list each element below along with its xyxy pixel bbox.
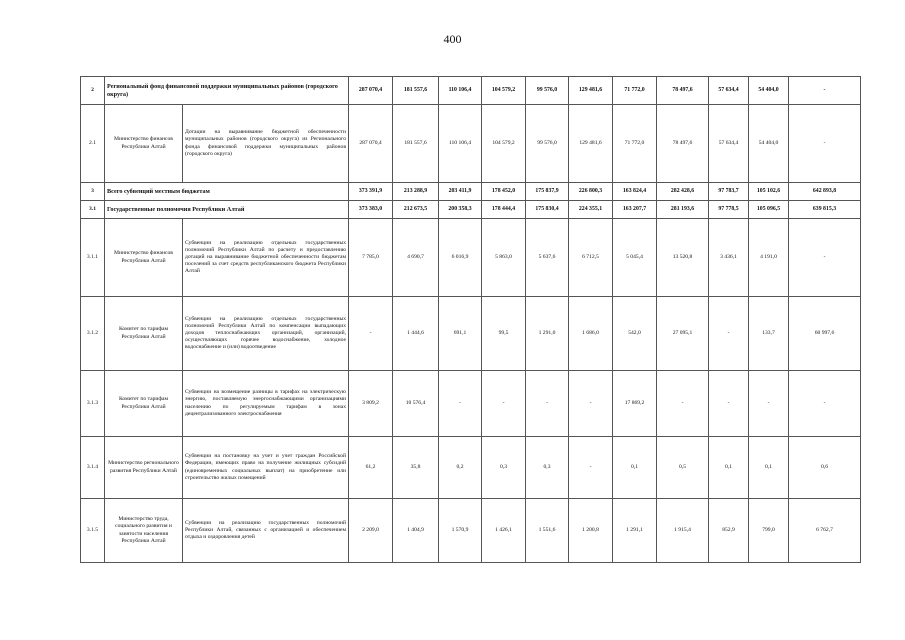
value-cell: - (709, 371, 749, 437)
value-cell: 54 404,0 (749, 77, 789, 105)
value-cell: 178 452,0 (482, 183, 526, 201)
value-cell: 0,6 (789, 437, 861, 499)
value-cell: 542,0 (613, 297, 657, 371)
row-number: 3 (81, 183, 105, 201)
value-cell: 1 686,0 (569, 297, 613, 371)
value-cell: 175 830,4 (526, 201, 569, 219)
value-cell: 110 106,4 (439, 77, 482, 105)
table-row (81, 371, 861, 437)
table-row (81, 499, 861, 563)
value-cell: 1 291,0 (526, 297, 569, 371)
value-cell: 6 762,7 (789, 499, 861, 563)
table-row (81, 297, 861, 371)
value-cell: 105 102,6 (749, 183, 789, 201)
value-cell: 1 570,9 (439, 499, 482, 563)
value-cell: 213 288,9 (393, 183, 439, 201)
value-cell: 7 785,0 (349, 219, 393, 297)
value-cell: 0,5 (657, 437, 709, 499)
description-cell: Дотации на выравнивание бюджетной обеспеченности муниципальных районов (городского округа) из Регионального фонда финансовой поддержки муниципальных районов (городского округа) (183, 105, 349, 183)
value-cell: - (789, 371, 861, 437)
organization-cell: Министерство финансов Республики Алтай (105, 219, 183, 297)
description-cell: Субвенции на постановку на учет и учет граждан Российской Федерации, имеющих право на получение жилищных субсидий (единовременных социальных выплат) на приобретение или строительство жилых помещений (183, 437, 349, 499)
value-cell: 35,8 (393, 437, 439, 499)
value-cell: 226 800,3 (569, 183, 613, 201)
value-cell: 181 557,6 (393, 105, 439, 183)
value-cell: 99 576,0 (526, 105, 569, 183)
table-row (81, 183, 861, 201)
value-cell: 1 291,1 (613, 499, 657, 563)
value-cell: 3 436,1 (709, 219, 749, 297)
table-row (81, 219, 861, 297)
value-cell: 1 200,8 (569, 499, 613, 563)
value-cell: 281 193,6 (657, 201, 709, 219)
value-cell: - (439, 371, 482, 437)
value-cell: 212 673,5 (393, 201, 439, 219)
value-cell: 287 070,4 (349, 77, 393, 105)
row-title: Государственные полномочия Республики Алтай (105, 201, 349, 219)
value-cell: 60 997,6 (789, 297, 861, 371)
row-number: 3.1.3 (81, 371, 105, 437)
page-number: 400 (443, 32, 462, 46)
row-number: 3.1.2 (81, 297, 105, 371)
value-cell: 105 096,5 (749, 201, 789, 219)
row-number: 3.1 (81, 201, 105, 219)
value-cell: - (526, 371, 569, 437)
value-cell: 0,1 (749, 437, 789, 499)
description-cell: Субвенции на реализацию отдельных государственных полномочий Республики Алтай по компенсации выпадающих доходов теплоснабжающих организаций, организаций, осуществляющих горячее водоснабжение, холодное водоснабжение и (или) водоотведение (183, 297, 349, 371)
value-cell: 10 576,4 (393, 371, 439, 437)
row-title: Всего субвенций местным бюджетам (105, 183, 349, 201)
organization-cell: Министерство финансов Республики Алтай (105, 105, 183, 183)
value-cell: 5 637,6 (526, 219, 569, 297)
value-cell: - (569, 437, 613, 499)
value-cell: 1 404,9 (393, 499, 439, 563)
value-cell: 57 634,4 (709, 105, 749, 183)
value-cell: 691,1 (439, 297, 482, 371)
value-cell: - (789, 105, 861, 183)
value-cell: 5 045,4 (613, 219, 657, 297)
value-cell: 4 191,0 (749, 219, 789, 297)
value-cell: 99,5 (482, 297, 526, 371)
value-cell: - (709, 297, 749, 371)
row-number: 3.1.1 (81, 219, 105, 297)
value-cell: 639 815,3 (789, 201, 861, 219)
value-cell: 54 404,0 (749, 105, 789, 183)
value-cell: - (569, 371, 613, 437)
value-cell: 1 444,6 (393, 297, 439, 371)
value-cell: 104 579,2 (482, 105, 526, 183)
organization-cell: Министерство труда, социального развития и занятости населения Республики Алтай (105, 499, 183, 563)
value-cell: 1 915,4 (657, 499, 709, 563)
value-cell: 852,9 (709, 499, 749, 563)
value-cell: 99 576,0 (526, 77, 569, 105)
value-cell: 203 411,9 (439, 183, 482, 201)
table-row (81, 201, 861, 219)
value-cell: 282 428,6 (657, 183, 709, 201)
value-cell: 2 209,0 (349, 499, 393, 563)
value-cell: 178 444,4 (482, 201, 526, 219)
value-cell: 373 391,9 (349, 183, 393, 201)
value-cell: 175 837,9 (526, 183, 569, 201)
value-cell: 0,1 (613, 437, 657, 499)
row-number: 3.1.5 (81, 499, 105, 563)
organization-cell: Комитет по тарифам Республики Алтай (105, 297, 183, 371)
value-cell: 200 358,3 (439, 201, 482, 219)
table-row (81, 437, 861, 499)
value-cell: - (482, 371, 526, 437)
value-cell: 97 778,5 (709, 201, 749, 219)
value-cell: 642 893,8 (789, 183, 861, 201)
row-number: 3.1.4 (81, 437, 105, 499)
value-cell: 57 634,4 (709, 77, 749, 105)
value-cell: 27 095,1 (657, 297, 709, 371)
description-cell: Субвенции на возмещение разницы в тарифах на электрическую энергию, поставляемую энергоснабжающими организациями населению по регулируемым тарифам в зонах децентрализованного электроснабжения (183, 371, 349, 437)
organization-cell: Комитет по тарифам Республики Алтай (105, 371, 183, 437)
value-cell: 163 207,7 (613, 201, 657, 219)
row-title: Региональный фонд финансовой поддержки муниципальных районов (городского округа) (105, 77, 349, 105)
value-cell: 61,2 (349, 437, 393, 499)
value-cell: 3 809,2 (349, 371, 393, 437)
value-cell: - (749, 371, 789, 437)
value-cell: - (349, 297, 393, 371)
value-cell: 373 383,0 (349, 201, 393, 219)
value-cell: 1 426,1 (482, 499, 526, 563)
value-cell: 129 481,6 (569, 77, 613, 105)
row-number: 2.1 (81, 105, 105, 183)
value-cell: 78 497,6 (657, 105, 709, 183)
value-cell: 0,3 (526, 437, 569, 499)
value-cell: 71 772,0 (613, 77, 657, 105)
table-row (81, 77, 861, 105)
value-cell: 71 772,0 (613, 105, 657, 183)
row-number: 2 (81, 77, 105, 105)
value-cell: 0,1 (709, 437, 749, 499)
value-cell: 799,0 (749, 499, 789, 563)
value-cell: 1 551,6 (526, 499, 569, 563)
organization-cell: Министерство регионального развития Республики Алтай (105, 437, 183, 499)
value-cell: - (789, 77, 861, 105)
value-cell: 13 520,8 (657, 219, 709, 297)
value-cell: 5 863,0 (482, 219, 526, 297)
value-cell: 17 869,2 (613, 371, 657, 437)
value-cell: 78 497,6 (657, 77, 709, 105)
value-cell: 129 481,6 (569, 105, 613, 183)
value-cell: 6 016,9 (439, 219, 482, 297)
value-cell: 4 690,7 (393, 219, 439, 297)
budget-table (80, 76, 861, 563)
value-cell: 110 106,4 (439, 105, 482, 183)
value-cell: 97 783,7 (709, 183, 749, 201)
value-cell: 0,3 (482, 437, 526, 499)
value-cell: 224 355,1 (569, 201, 613, 219)
value-cell: 104 579,2 (482, 77, 526, 105)
value-cell: 163 824,4 (613, 183, 657, 201)
description-cell: Субвенции на реализацию отдельных государственных полномочий Республики Алтай по расчету и предоставлению дотаций на выравнивание бюджетной обеспеченности бюджетам поселений за счет средств республиканского бюджета Республики Алтай (183, 219, 349, 297)
value-cell: 181 557,6 (393, 77, 439, 105)
value-cell: 287 070,4 (349, 105, 393, 183)
value-cell: 133,7 (749, 297, 789, 371)
description-cell: Субвенции на реализацию государственных полномочий Республики Алтай, связанных с организацией и обеспечением отдыха и оздоровления детей (183, 499, 349, 563)
value-cell: - (789, 219, 861, 297)
table-row (81, 105, 861, 183)
value-cell: 6 712,5 (569, 219, 613, 297)
value-cell: 0,2 (439, 437, 482, 499)
value-cell: - (657, 371, 709, 437)
